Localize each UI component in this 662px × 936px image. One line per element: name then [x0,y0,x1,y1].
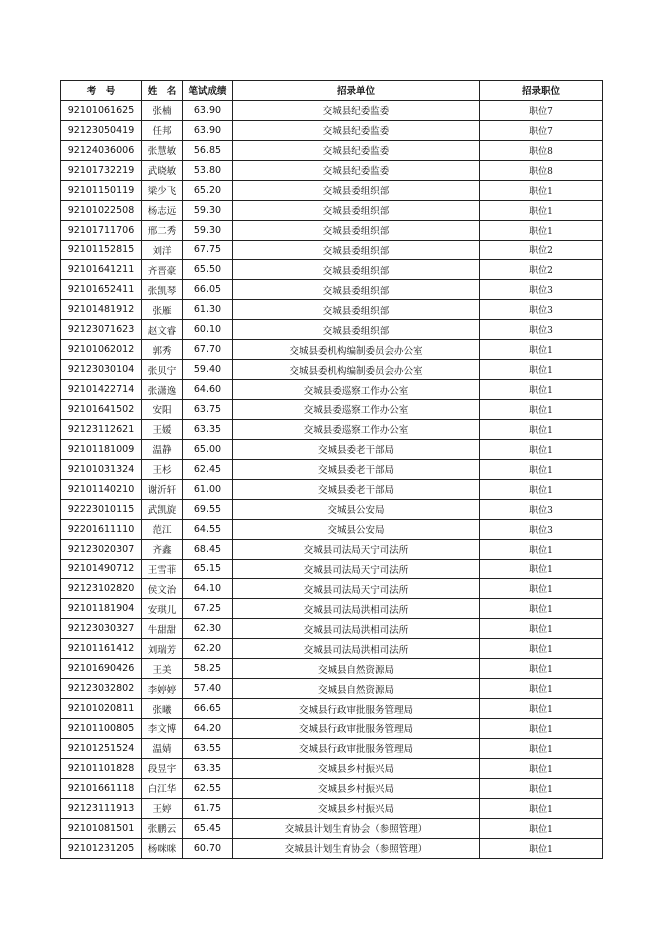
table-row [61,360,603,380]
score-cell: 60.70 [183,838,233,858]
exam-number-cell: 92123020307 [61,539,142,559]
unit-cell: 交城县委老干部局 [233,479,480,499]
score-cell: 68.45 [183,539,233,559]
score-cell: 67.25 [183,599,233,619]
score-cell: 63.35 [183,758,233,778]
table-row [61,419,603,439]
name-cell: 王雪菲 [142,559,183,579]
table-row [61,380,603,400]
position-cell: 职位1 [480,679,603,699]
table-row [61,639,603,659]
table-row [61,758,603,778]
position-cell: 职位1 [480,360,603,380]
exam-number-cell: 92123112621 [61,419,142,439]
position-cell: 职位7 [480,100,603,120]
score-cell: 61.30 [183,300,233,320]
name-cell: 侯文治 [142,579,183,599]
exam-number-cell: 92101181009 [61,439,142,459]
position-cell: 职位3 [480,320,603,340]
table-row [61,519,603,539]
score-cell: 59.30 [183,200,233,220]
position-cell: 职位1 [480,738,603,758]
score-cell: 66.65 [183,699,233,719]
table-row [61,260,603,280]
table-row [61,579,603,599]
table-row [61,100,603,120]
header-row [61,81,603,101]
exam-number-cell: 92101181904 [61,599,142,619]
position-cell: 职位1 [480,539,603,559]
score-cell: 58.25 [183,659,233,679]
table-row [61,838,603,858]
position-cell: 职位1 [480,220,603,240]
name-cell: 温静 [142,439,183,459]
score-cell: 64.55 [183,519,233,539]
position-cell: 职位2 [480,260,603,280]
name-cell: 张潇逸 [142,380,183,400]
unit-cell: 交城县行政审批服务管理局 [233,738,480,758]
unit-cell: 交城县委组织部 [233,300,480,320]
unit-cell: 交城县公安局 [233,519,480,539]
name-cell: 李婷婷 [142,679,183,699]
position-cell: 职位3 [480,519,603,539]
header-position: 招录职位 [480,81,603,101]
table-row [61,778,603,798]
position-cell: 职位1 [480,459,603,479]
exam-number-cell: 92123030104 [61,360,142,380]
score-cell: 65.15 [183,559,233,579]
table-row [61,459,603,479]
name-cell: 王美 [142,659,183,679]
score-cell: 53.80 [183,160,233,180]
name-cell: 武晓敏 [142,160,183,180]
score-cell: 62.55 [183,778,233,798]
position-cell: 职位3 [480,280,603,300]
unit-cell: 交城县司法局天宁司法所 [233,539,480,559]
unit-cell: 交城县委巡察工作办公室 [233,419,480,439]
position-cell: 职位1 [480,340,603,360]
exam-number-cell: 92101422714 [61,380,142,400]
exam-number-cell: 92101641502 [61,400,142,420]
name-cell: 张鹏云 [142,818,183,838]
table-row [61,679,603,699]
position-cell: 职位3 [480,300,603,320]
exam-number-cell: 92101031324 [61,459,142,479]
unit-cell: 交城县委老干部局 [233,439,480,459]
unit-cell: 交城县委组织部 [233,180,480,200]
unit-cell: 交城县委组织部 [233,220,480,240]
table-row [61,798,603,818]
unit-cell: 交城县公安局 [233,499,480,519]
name-cell: 白江华 [142,778,183,798]
position-cell: 职位1 [480,699,603,719]
position-cell: 职位1 [480,439,603,459]
unit-cell: 交城县委巡察工作办公室 [233,380,480,400]
exam-number-cell: 92123102820 [61,579,142,599]
unit-cell: 交城县乡村振兴局 [233,778,480,798]
unit-cell: 交城县计划生育协会（参照管理） [233,818,480,838]
unit-cell: 交城县计划生育协会（参照管理） [233,838,480,858]
unit-cell: 交城县委组织部 [233,260,480,280]
name-cell: 杨咪咪 [142,838,183,858]
header-recruiting-unit: 招录单位 [233,81,480,101]
unit-cell: 交城县纪委监委 [233,120,480,140]
position-cell: 职位3 [480,499,603,519]
exam-number-cell: 92101101828 [61,758,142,778]
exam-number-cell: 92101020811 [61,699,142,719]
score-cell: 67.70 [183,340,233,360]
table-row [61,439,603,459]
score-cell: 64.20 [183,719,233,739]
exam-number-cell: 92101490712 [61,559,142,579]
unit-cell: 交城县委组织部 [233,320,480,340]
position-cell: 职位1 [480,559,603,579]
unit-cell: 交城县自然资源局 [233,679,480,699]
position-cell: 职位1 [480,380,603,400]
name-cell: 武凯旋 [142,499,183,519]
exam-number-cell: 92101652411 [61,280,142,300]
exam-number-cell: 92124036006 [61,140,142,160]
score-cell: 56.85 [183,140,233,160]
score-cell: 62.45 [183,459,233,479]
table-row [61,340,603,360]
exam-number-cell: 92101711706 [61,220,142,240]
name-cell: 张曦 [142,699,183,719]
name-cell: 安阳 [142,400,183,420]
table-row [61,320,603,340]
position-cell: 职位1 [480,599,603,619]
exam-number-cell: 92101161412 [61,639,142,659]
unit-cell: 交城县委组织部 [233,240,480,260]
score-cell: 69.55 [183,499,233,519]
exam-number-cell: 92101140210 [61,479,142,499]
exam-number-cell: 92123050419 [61,120,142,140]
position-cell: 职位8 [480,160,603,180]
unit-cell: 交城县行政审批服务管理局 [233,719,480,739]
table-row [61,180,603,200]
name-cell: 张楠 [142,100,183,120]
unit-cell: 交城县委组织部 [233,200,480,220]
score-cell: 66.05 [183,280,233,300]
exam-number-cell: 92101231205 [61,838,142,858]
exam-number-cell: 92101661118 [61,778,142,798]
exam-number-cell: 92123071623 [61,320,142,340]
table-row [61,240,603,260]
name-cell: 张贝宁 [142,360,183,380]
exam-number-cell: 92201611110 [61,519,142,539]
position-cell: 职位1 [480,200,603,220]
name-cell: 王婷 [142,798,183,818]
table-row [61,818,603,838]
position-cell: 职位1 [480,639,603,659]
name-cell: 梁少飞 [142,180,183,200]
table-row [61,479,603,499]
exam-number-cell: 92123111913 [61,798,142,818]
unit-cell: 交城县委组织部 [233,280,480,300]
exam-number-cell: 92101061625 [61,100,142,120]
table-row [61,499,603,519]
score-cell: 64.10 [183,579,233,599]
table-row [61,738,603,758]
name-cell: 张凯琴 [142,280,183,300]
position-cell: 职位1 [480,659,603,679]
exam-number-cell: 92101081501 [61,818,142,838]
table-row [61,659,603,679]
unit-cell: 交城县司法局洪相司法所 [233,619,480,639]
position-cell: 职位1 [480,758,603,778]
score-cell: 62.20 [183,639,233,659]
unit-cell: 交城县纪委监委 [233,100,480,120]
name-cell: 郭秀 [142,340,183,360]
exam-number-cell: 92101690426 [61,659,142,679]
table-row [61,160,603,180]
score-cell: 64.60 [183,380,233,400]
results-table [60,80,603,859]
unit-cell: 交城县乡村振兴局 [233,798,480,818]
name-cell: 安琪儿 [142,599,183,619]
score-cell: 61.75 [183,798,233,818]
table-row [61,599,603,619]
name-cell: 刘瑞芳 [142,639,183,659]
name-cell: 张慧敏 [142,140,183,160]
position-cell: 职位8 [480,140,603,160]
position-cell: 职位7 [480,120,603,140]
name-cell: 杨志远 [142,200,183,220]
score-cell: 59.40 [183,360,233,380]
table-row [61,220,603,240]
table-row [61,619,603,639]
unit-cell: 交城县司法局洪相司法所 [233,599,480,619]
unit-cell: 交城县委机构编制委员会办公室 [233,360,480,380]
name-cell: 牛甜甜 [142,619,183,639]
table-row [61,300,603,320]
score-cell: 65.20 [183,180,233,200]
position-cell: 职位1 [480,400,603,420]
unit-cell: 交城县委老干部局 [233,459,480,479]
score-cell: 65.50 [183,260,233,280]
unit-cell: 交城县自然资源局 [233,659,480,679]
table-row [61,140,603,160]
position-cell: 职位1 [480,419,603,439]
exam-number-cell: 92101150119 [61,180,142,200]
name-cell: 李文博 [142,719,183,739]
exam-number-cell: 92101732219 [61,160,142,180]
position-cell: 职位1 [480,479,603,499]
table-row [61,280,603,300]
position-cell: 职位1 [480,579,603,599]
score-cell: 62.30 [183,619,233,639]
score-cell: 63.35 [183,419,233,439]
exam-number-cell: 92101100805 [61,719,142,739]
score-cell: 63.90 [183,100,233,120]
table-row [61,120,603,140]
name-cell: 温婧 [142,738,183,758]
position-cell: 职位1 [480,798,603,818]
name-cell: 谢沂轩 [142,479,183,499]
header-exam-number: 考 号 [61,81,142,101]
header-written-score: 笔试成绩 [183,81,233,101]
position-cell: 职位1 [480,778,603,798]
unit-cell: 交城县司法局天宁司法所 [233,559,480,579]
name-cell: 范江 [142,519,183,539]
score-cell: 60.10 [183,320,233,340]
position-cell: 职位1 [480,619,603,639]
name-cell: 齐鑫 [142,539,183,559]
unit-cell: 交城县委机构编制委员会办公室 [233,340,480,360]
exam-number-cell: 92223010115 [61,499,142,519]
name-cell: 王杉 [142,459,183,479]
unit-cell: 交城县纪委监委 [233,160,480,180]
score-cell: 65.00 [183,439,233,459]
score-cell: 65.45 [183,818,233,838]
exam-number-cell: 92101062012 [61,340,142,360]
exam-number-cell: 92101481912 [61,300,142,320]
unit-cell: 交城县纪委监委 [233,140,480,160]
position-cell: 职位1 [480,719,603,739]
exam-number-cell: 92101251524 [61,738,142,758]
score-cell: 63.55 [183,738,233,758]
name-cell: 段昱宇 [142,758,183,778]
score-cell: 63.75 [183,400,233,420]
table-row [61,559,603,579]
position-cell: 职位1 [480,838,603,858]
exam-number-cell: 92101022508 [61,200,142,220]
name-cell: 张雁 [142,300,183,320]
exam-number-cell: 92101641211 [61,260,142,280]
unit-cell: 交城县司法局洪相司法所 [233,639,480,659]
name-cell: 齐晋豪 [142,260,183,280]
header-name: 姓 名 [142,81,183,101]
exam-number-cell: 92123032802 [61,679,142,699]
table-row [61,539,603,559]
name-cell: 赵文睿 [142,320,183,340]
score-cell: 67.75 [183,240,233,260]
name-cell: 任邦 [142,120,183,140]
score-cell: 63.90 [183,120,233,140]
score-cell: 57.40 [183,679,233,699]
unit-cell: 交城县乡村振兴局 [233,758,480,778]
unit-cell: 交城县司法局天宁司法所 [233,579,480,599]
name-cell: 邢二秀 [142,220,183,240]
unit-cell: 交城县委巡察工作办公室 [233,400,480,420]
table-row [61,200,603,220]
exam-number-cell: 92123030327 [61,619,142,639]
name-cell: 刘洋 [142,240,183,260]
score-cell: 61.00 [183,479,233,499]
score-cell: 59.30 [183,220,233,240]
name-cell: 王媛 [142,419,183,439]
unit-cell: 交城县行政审批服务管理局 [233,699,480,719]
table-row [61,400,603,420]
table-row [61,719,603,739]
table-row [61,699,603,719]
position-cell: 职位1 [480,180,603,200]
exam-number-cell: 92101152815 [61,240,142,260]
position-cell: 职位2 [480,240,603,260]
position-cell: 职位1 [480,818,603,838]
